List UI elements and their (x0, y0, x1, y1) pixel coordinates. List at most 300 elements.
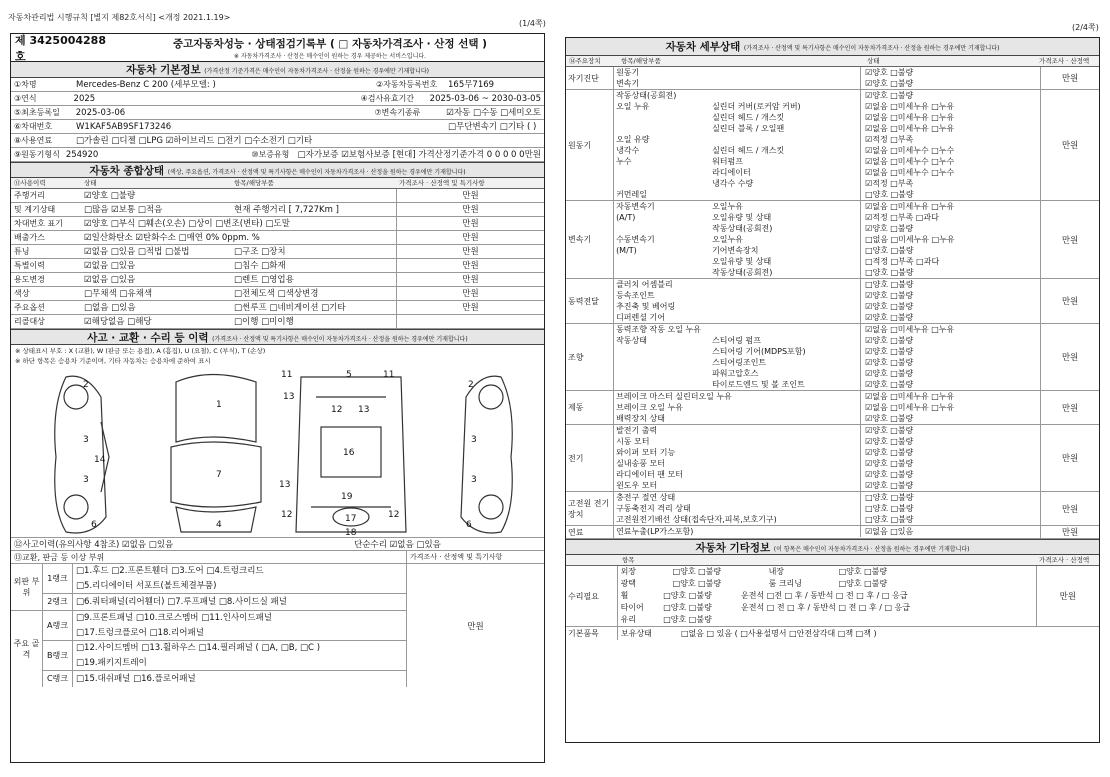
detail-state: ☑없음 □미세누유 □누유 (860, 112, 1040, 123)
detail-group (566, 492, 1099, 526)
detail-item (614, 256, 710, 267)
detail-part (710, 436, 860, 447)
overall-item-name: 특별이력 (14, 261, 45, 270)
detail-part (710, 290, 860, 301)
detail-state: ☑양호 □불량 (860, 413, 1040, 424)
detail-row (614, 413, 1040, 424)
basic-value: 2025-03-06 (75, 108, 126, 118)
detail-state: ☑없음 □미세누유 □누유 (860, 402, 1040, 413)
diagram-label-3-left: 3 (83, 435, 89, 445)
detail-part (710, 447, 860, 458)
document-number: 제 3425004288호 (15, 33, 106, 63)
exchange-price: 만원 (406, 564, 544, 687)
diagram-label-17: 17 (345, 514, 357, 524)
basic-info-header: 자동차 기본정보 (가격산정 기준가격은 매수인이 자동차가격조사 · 산정을 원하는 경우에만 기재합니다) (11, 62, 544, 78)
detail-item: 브레이크 마스터 실린더오일 누유 (616, 392, 732, 401)
detail-part: 스티어링조인트 (712, 358, 767, 367)
detail-part (710, 413, 860, 424)
right-form (565, 37, 1100, 743)
overall-item-state: ☑없음 □있음 (84, 261, 136, 271)
detail-group-price: 만원 (1040, 90, 1099, 200)
other-state: □양호 □불량 (663, 603, 712, 612)
detail-row (614, 290, 1040, 301)
detail-item (614, 267, 710, 278)
repair-needed-group (566, 566, 1099, 627)
other-col-headers: 항목 가격조사 · 산정액 (566, 555, 1099, 566)
diagram-label-3-right: 3 (471, 435, 477, 445)
detail-item: 오일 유량 (616, 135, 650, 144)
detail-row (614, 391, 1040, 402)
detail-state: □양호 □불량 (860, 267, 1040, 278)
detail-col-headers: ⑭주요장치 항목/해당부품 상태 가격조사 · 산정액 (566, 56, 1099, 67)
detail-row (614, 178, 1040, 189)
law-reference: 자동차관리법 시행규칙 [별지 제82호서식] <개정 2021.1.19> (8, 13, 231, 22)
diagram-label-6-left: 6 (91, 520, 97, 530)
exchange-header: ⑬교환, 판금 등 이상 부위 (14, 553, 105, 562)
overall-item-name: 및 계기상태 (14, 205, 56, 214)
detail-part (710, 67, 860, 78)
overall-item-detail: □렌트 □영업용 (234, 275, 294, 285)
overall-item-detail: □이행 □미이행 (234, 317, 294, 327)
basic-value-2: □자가보증 ☑보험사보증 [현대] 가격산정기준가격 0 0 0 0 0만원 (297, 150, 541, 160)
detail-part: 작동상태(공회전) (712, 224, 773, 233)
overall-item-price (396, 315, 544, 328)
basic-label-2 (373, 134, 445, 147)
detail-item: 커먼레일 (616, 190, 647, 199)
detail-state: ☑없음 □미세누유 □누유 (860, 324, 1040, 335)
detail-part: 기어변속장치 (712, 246, 759, 255)
detail-row (614, 234, 1040, 245)
page-number-left: (1/4쪽) (519, 19, 546, 28)
detail-state: ☑양호 □불량 (860, 90, 1040, 101)
detail-item (614, 346, 710, 357)
overall-item-price: 만원 (396, 301, 544, 314)
detail-part (710, 134, 860, 145)
overall-item-name: 리콜대상 (14, 317, 45, 326)
detail-state: □적정 □부족 □과다 (860, 256, 1040, 267)
other-item: 휠 (620, 591, 629, 600)
detail-state: ☑양호 □불량 (860, 379, 1040, 390)
detail-item: 배력장치 상태 (616, 414, 665, 423)
detail-part: 오일누유 (712, 235, 743, 244)
basic-value: 254920 (65, 150, 99, 160)
detail-state: ☑양호 □불량 (860, 223, 1040, 234)
detail-row (614, 526, 1040, 537)
overall-item-price: 만원 (396, 189, 544, 202)
detail-group-name: 조향 (566, 324, 614, 390)
basic-label-2 (373, 120, 445, 133)
detail-item: 구동축전지 격리 상태 (616, 504, 691, 513)
detail-item: 디퍼렌셜 기어 (616, 313, 665, 322)
other-item-2: 내장 (768, 567, 785, 576)
detail-row (614, 368, 1040, 379)
detail-row (614, 245, 1040, 256)
detail-state: ☑양호 □불량 (860, 301, 1040, 312)
detail-part (710, 469, 860, 480)
detail-row (614, 346, 1040, 357)
basic-info-row (11, 134, 544, 148)
detail-item (614, 379, 710, 390)
basic-info-row (11, 148, 544, 162)
detail-row (614, 67, 1040, 78)
detail-row (614, 256, 1040, 267)
detail-item: 냉각수 (616, 146, 640, 155)
detail-row (614, 90, 1040, 101)
detail-part: 스티어링 기어(MDPS포함) (712, 347, 806, 356)
detail-state: □없음 □미세누유 □누유 (860, 234, 1040, 245)
detail-part: 오일유량 및 상태 (712, 213, 772, 222)
detail-row (614, 201, 1040, 212)
basic-label-2: ⑦변속기종류 (374, 108, 421, 117)
other-item: 광택 (620, 579, 637, 588)
rank-a-items: □9.프론트패널 □10.크로스멤버 □11.인사이드패널 (76, 613, 273, 623)
detail-part: 워터펌프 (712, 157, 743, 166)
diagram-label-13-a: 13 (358, 405, 370, 415)
detail-item: 수동변속기 (616, 235, 655, 244)
overall-status-row (11, 189, 544, 203)
detail-item: 와이퍼 모터 기능 (616, 448, 676, 457)
exchange-table (11, 564, 544, 687)
detail-state: ☑양호 □불량 (860, 67, 1040, 78)
other-info-row (618, 578, 1036, 590)
detail-row (614, 379, 1040, 390)
detail-group (566, 90, 1099, 201)
overall-item-state: ☑해당없음 □해당 (84, 317, 152, 327)
overall-item-detail: □구조 □장치 (234, 247, 286, 257)
detail-part (710, 78, 860, 89)
diagram-label-3b-right: 3 (471, 475, 477, 485)
exchange-price-header: 가격조사 · 산정액 및 특기사항 (406, 551, 544, 563)
form-subtitle: ※ 자동차가격조사 · 산정은 매수인이 원하는 경우 제공하는 서비스입니다. (233, 52, 427, 60)
other-state: □양호 □불량 (672, 579, 722, 588)
basic-info-table (11, 78, 544, 162)
overall-item-detail: 현재 주행거리 [ 7,727Km ] (234, 205, 339, 215)
main-frame-label: 주요 골격 (11, 611, 43, 687)
overall-status-row (11, 315, 544, 329)
diagram-label-3b-left: 3 (83, 475, 89, 485)
rank-a-label: A랭크 (43, 611, 73, 640)
detail-part (710, 279, 860, 290)
detail-item: 오일 누유 (616, 102, 650, 111)
other-state-2: □양호 □불량 (838, 579, 888, 588)
detail-item: 시동 모터 (616, 437, 650, 446)
overall-item-name: 튜닝 (14, 247, 30, 256)
detail-group (566, 201, 1099, 279)
detail-row (614, 324, 1040, 335)
detail-part (710, 90, 860, 101)
detail-item: (M/T) (616, 246, 637, 255)
diagram-label-6-right: 6 (466, 520, 472, 530)
detail-state: □양호 □불량 (860, 514, 1040, 525)
detail-state: ☑적정 □부족 (860, 178, 1040, 189)
detail-row (614, 112, 1040, 123)
other-state-2: □양호 □불량 (838, 567, 888, 576)
overall-item-price: 만원 (396, 287, 544, 300)
detail-row (614, 480, 1040, 491)
detail-status-header: 자동차 세부상태 (가격조사 · 산정액 및 특기사항은 매수인이 자동차가격조사 · 산정을 원하는 경우에만 기재합니다) (566, 38, 1099, 56)
car-damage-diagram (11, 367, 541, 537)
detail-part: 실린더 커버(로커암 커버) (712, 102, 801, 111)
overall-item-name: 용도변경 (14, 275, 45, 284)
other-state: □양호 □불량 (672, 567, 722, 576)
overall-item-state: □무채색 □유채색 (84, 289, 153, 299)
detail-item: 발전기 출력 (616, 426, 658, 435)
other-item: 외장 (620, 567, 637, 576)
detail-group-price: 만원 (1040, 67, 1099, 89)
detail-state: ☑양호 □불량 (860, 346, 1040, 357)
detail-item: 고전원전기배선 상태(접속단자,피복,보호기구) (616, 515, 777, 524)
detail-state: ☑양호 □불량 (860, 290, 1040, 301)
overall-item-detail (231, 231, 396, 244)
overall-item-price: 만원 (396, 273, 544, 286)
rank-1-label: 1랭크 (43, 564, 73, 593)
detail-item: 작동상태(공회전) (616, 91, 677, 100)
outer-panel-label: 외판 부위 (11, 564, 43, 610)
overall-status-row (11, 287, 544, 301)
other-item-2: 운전석 □ 전 □ 후 / 동반석 □ 전 □ 후 / □ 응급 (741, 603, 911, 612)
other-state: □양호 □불량 (663, 615, 712, 624)
diagram-label-13-top: 13 (283, 392, 295, 402)
overall-item-detail: □전체도색 □색상변경 (234, 289, 319, 299)
overall-item-price: 만원 (396, 217, 544, 230)
detail-item: 동력조향 작동 오일 누유 (616, 325, 701, 334)
detail-group-name: 동력전달 (566, 279, 614, 323)
basic-info-row (11, 92, 544, 106)
detail-part: 실린더 헤드 / 개스킷 (712, 113, 785, 122)
detail-row (614, 425, 1040, 436)
detail-row (614, 223, 1040, 234)
detail-status-table (566, 67, 1099, 539)
overall-item-name: 주행거리 (14, 191, 45, 200)
basic-value: W1KAF5AB9SF173246 (76, 122, 172, 132)
other-info-row (618, 614, 1036, 626)
detail-state: ☑없음 □미세누유 □누유 (860, 201, 1040, 212)
rank-1-items: □1.후드 □2.프론트휀더 □3.도어 □4.트렁크리드 (76, 566, 264, 576)
detail-item: (A/T) (616, 213, 636, 222)
detail-part: 실린더 헤드 / 개스킷 (712, 146, 785, 155)
detail-part: 스티어링 펌프 (712, 336, 761, 345)
overall-status-row (11, 259, 544, 273)
detail-state: ☑없음 □미세누수 □누수 (860, 156, 1040, 167)
basic-value-2: ☑자동 □수동 □세미오토 (446, 108, 541, 118)
detail-part (710, 503, 860, 514)
detail-state: ☑양호 □불량 (860, 480, 1040, 491)
basic-value-2: 2025-03-06 ~ 2030-03-05 (429, 94, 541, 104)
detail-group-price: 만원 (1040, 201, 1099, 278)
detail-group-name: 전기 (566, 425, 614, 491)
overall-status-row (11, 245, 544, 259)
detail-state: ☑없음 □미세누수 □누수 (860, 145, 1040, 156)
detail-item: 브레이크 오일 누유 (616, 403, 683, 412)
basic-label-2: ⑩보증유형 (251, 150, 290, 159)
basic-items-status-label: 보유상태 (621, 629, 652, 638)
detail-part (710, 189, 860, 200)
basic-label-2: ②자동차등록번호 (376, 80, 438, 89)
overall-item-state: □없음 □있음 (84, 303, 136, 313)
accident-history: ⑫사고이력(유의사항 4참조) ☑없음 □있음 (14, 540, 174, 550)
detail-state: ☑양호 □불량 (860, 469, 1040, 480)
detail-row (614, 212, 1040, 223)
basic-label: ⑧사용연료 (14, 136, 53, 145)
detail-part: 작동상태(공회전) (712, 268, 773, 277)
diagram-label-4: 4 (216, 520, 222, 530)
detail-group-price: 만원 (1040, 324, 1099, 390)
other-state: □양호 □불량 (663, 591, 712, 600)
detail-state: ☑양호 □불량 (860, 312, 1040, 323)
basic-info-row (11, 78, 544, 92)
detail-item (614, 368, 710, 379)
other-item-2 (738, 614, 955, 626)
detail-group (566, 425, 1099, 492)
detail-item: 자동변속기 (616, 202, 655, 211)
overall-item-state: ☑양호 □불량 (84, 191, 136, 201)
detail-row (614, 503, 1040, 514)
diagram-label-2-right: 2 (468, 380, 474, 390)
other-item-2: 룸 크리닝 (768, 579, 803, 588)
diagram-label-14-left: 14 (94, 455, 106, 465)
overall-item-detail (231, 217, 396, 230)
detail-item: 실내송풍 모터 (616, 459, 665, 468)
detail-item (614, 178, 710, 189)
overall-item-state: ☑없음 □있음 □적법 □불법 (84, 247, 190, 257)
detail-item: 라디에이터 팬 모터 (616, 470, 683, 479)
basic-value-2: □무단변속기 □기타 ( ) (448, 122, 537, 132)
detail-part (710, 301, 860, 312)
diagram-label-19: 19 (341, 492, 353, 502)
detail-part (710, 480, 860, 491)
detail-row (614, 514, 1040, 525)
detail-item: 작동상태 (616, 336, 647, 345)
detail-group-name: 제동 (566, 391, 614, 424)
rank-2-items: □6.쿼터패널(리어휀더) □7.루프패널 □8.사이드실 패널 (76, 597, 287, 607)
accident-header: 사고 · 교환 · 수리 등 이력 (가격조사 · 산정액 및 특기사항은 매수인이 자동차가격조사 · 산정을 원하는 경우에만 기재합니다) (11, 329, 544, 345)
detail-row (614, 101, 1040, 112)
diagram-label-12-right: 12 (388, 510, 400, 520)
diagram-label-5: 5 (346, 370, 352, 380)
detail-item: 연료누출(LP가스포함) (616, 527, 694, 536)
detail-group (566, 324, 1099, 391)
detail-group (566, 67, 1099, 90)
detail-state: ☑없음 □있음 (860, 526, 1040, 537)
basic-label: ⑨원동기형식 (14, 150, 60, 159)
detail-row (614, 447, 1040, 458)
detail-group-price: 만원 (1040, 391, 1099, 424)
basic-label: ⑤최초등록일 (14, 108, 60, 117)
detail-group (566, 526, 1099, 539)
overall-status-row (11, 203, 544, 217)
diagram-label-16: 16 (343, 448, 355, 458)
detail-item: 원동기 (616, 68, 640, 77)
detail-row (614, 492, 1040, 503)
overall-status-row (11, 273, 544, 287)
detail-item: 등속조인트 (616, 291, 655, 300)
detail-group-name: 자기진단 (566, 67, 614, 89)
detail-part: 냉각수 수량 (712, 179, 754, 188)
simple-repair: 단순수리 ☑없음 □있음 (354, 540, 441, 550)
overall-status-table (11, 189, 544, 329)
detail-state: ☑양호 □불량 (860, 458, 1040, 469)
detail-item: 클러치 어셈블리 (616, 280, 673, 289)
other-info-row (618, 566, 1036, 578)
other-price: 만원 (1036, 566, 1099, 626)
detail-state: ☑양호 □불량 (860, 78, 1040, 89)
detail-item (614, 167, 710, 178)
detail-item: 추진축 및 베어링 (616, 302, 676, 311)
detail-state: ☑양호 □불량 (860, 436, 1040, 447)
detail-row (614, 123, 1040, 134)
detail-part (710, 492, 860, 503)
detail-state: ☑없음 □미세누수 □누수 (860, 167, 1040, 178)
other-item: 유리 (620, 615, 637, 624)
overall-item-state: ☑없음 □있음 (84, 275, 136, 285)
overall-item-name: 주요옵션 (14, 303, 45, 312)
page-number-right: (2/4쪽) (1072, 23, 1099, 32)
overall-col-headers: ⑪사용이력 상태 항목/해당부품 가격조사 · 산정액 및 특기사항 (11, 178, 544, 189)
basic-value: Mercedes-Benz C 200 (세부모델: ) (76, 80, 216, 90)
detail-part (710, 514, 860, 525)
detail-row (614, 335, 1040, 346)
basic-label: ③연식 (14, 94, 37, 103)
detail-row (614, 357, 1040, 368)
basic-info-row (11, 120, 544, 134)
overall-item-price: 만원 (396, 203, 544, 216)
overall-item-name: 배출가스 (14, 233, 45, 242)
detail-state: ☑없음 □미세누유 □누유 (860, 391, 1040, 402)
detail-item: 충전구 절연 상태 (616, 493, 676, 502)
detail-part (710, 458, 860, 469)
detail-row (614, 145, 1040, 156)
diagram-label-2: 2 (83, 380, 89, 390)
detail-row (614, 279, 1040, 290)
detail-state: ☑양호 □불량 (860, 357, 1040, 368)
overall-item-price: 만원 (396, 245, 544, 258)
exchange-header-row (11, 551, 544, 564)
detail-state: □양호 □불량 (860, 189, 1040, 200)
detail-state: ☑양호 □불량 (860, 447, 1040, 458)
diagram-label-7: 7 (216, 470, 222, 480)
detail-state: ☑양호 □불량 (860, 335, 1040, 346)
diagram-label-1: 1 (216, 400, 222, 410)
basic-items-label: 기본품목 (566, 627, 618, 640)
detail-row (614, 189, 1040, 200)
left-form (10, 33, 545, 763)
overall-item-detail: □침수 □화재 (234, 261, 286, 271)
overall-item-price: 만원 (396, 231, 544, 244)
detail-row (614, 167, 1040, 178)
basic-items-status: □없음 □ 있음 ( □사용설명서 □안전삼각대 □잭 □잭 ) (681, 629, 877, 638)
detail-row (614, 301, 1040, 312)
detail-group-name: 변속기 (566, 201, 614, 278)
detail-group (566, 391, 1099, 425)
rank-c-label: C랭크 (43, 671, 73, 687)
basic-label: ⑥차대번호 (14, 122, 53, 131)
vehicle-type-note: ※ 하단 항목은 승용차 기준이며, 기타 자동차는 승용차에 준하여 표시 (15, 357, 211, 365)
overall-status-row (11, 301, 544, 315)
detail-part (710, 312, 860, 323)
detail-state: □양호 □불량 (860, 503, 1040, 514)
rank-b-items: □12.사이드멤버 □13.휠하우스 □14.필러패널 ( □A, □B, □C ) (76, 643, 321, 653)
rank-1-items-b: □5.리디에이터 서포트(볼트체결부품) (76, 581, 217, 591)
accident-history-row (11, 537, 544, 551)
detail-part (710, 324, 860, 335)
basic-label: ①차명 (14, 80, 37, 89)
symbol-legend: ※ 상태표시 부호 : X (교환), W (판금 또는 용접), A (흠집), U (요철), C (부식), T (손상) (15, 347, 266, 355)
detail-state: □양호 □불량 (860, 492, 1040, 503)
detail-item (614, 112, 710, 123)
other-state-2 (955, 602, 1036, 614)
basic-value-2: 165무7169 (448, 80, 495, 90)
detail-row (614, 78, 1040, 89)
